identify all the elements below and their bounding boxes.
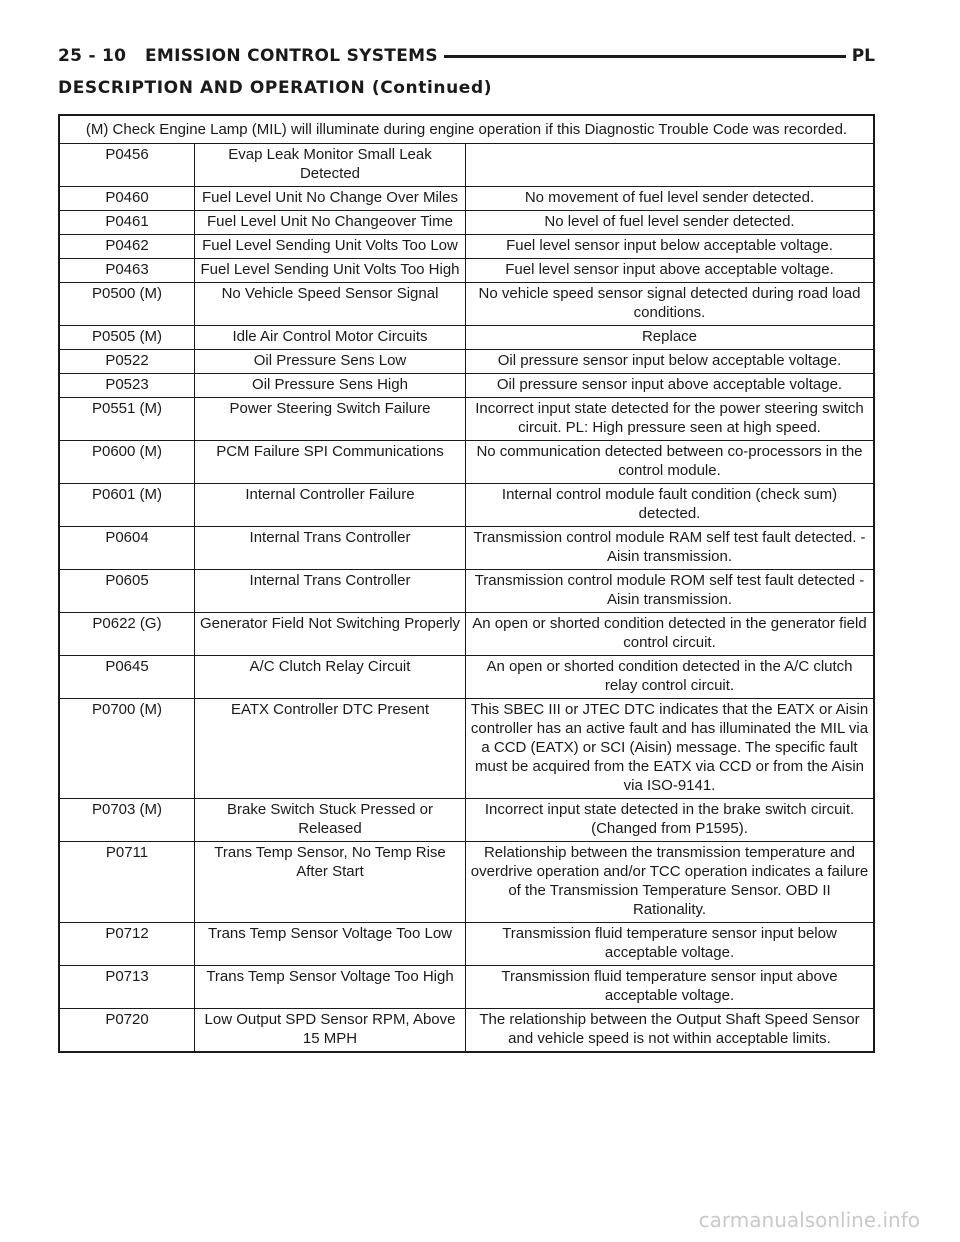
table-note-row (59, 115, 874, 144)
dtc-code: P0523 (59, 374, 195, 398)
table-row (59, 144, 874, 187)
dtc-code: P0462 (59, 235, 195, 259)
dtc-description: Incorrect input state detected in the brake switch circuit. (Changed from P1595). (466, 799, 875, 842)
dtc-code: P0600 (M) (59, 441, 195, 484)
dtc-name: Trans Temp Sensor, No Temp Rise After Start (195, 842, 466, 923)
dtc-code: P0711 (59, 842, 195, 923)
watermark: carmanualsonline.info (698, 1208, 920, 1232)
dtc-name: Power Steering Switch Failure (195, 398, 466, 441)
table-row (59, 570, 874, 613)
page-header (58, 44, 875, 72)
dtc-description: The relationship between the Output Shaft Speed Sensor and vehicle speed is not within acceptable limits. (466, 1009, 875, 1053)
dtc-name: Internal Trans Controller (195, 570, 466, 613)
dtc-description (466, 144, 875, 187)
table-row (59, 656, 874, 699)
dtc-name: Internal Trans Controller (195, 527, 466, 570)
dtc-code: P0461 (59, 211, 195, 235)
dtc-name: Oil Pressure Sens Low (195, 350, 466, 374)
dtc-code: P0551 (M) (59, 398, 195, 441)
table-row (59, 259, 874, 283)
dtc-description: An open or shorted condition detected in the generator field control circuit. (466, 613, 875, 656)
dtc-code: P0604 (59, 527, 195, 570)
table-row (59, 923, 874, 966)
dtc-description: Transmission fluid temperature sensor input above acceptable voltage. (466, 966, 875, 1009)
page-reference: 25 - 10 EMISSION CONTROL SYSTEMS (58, 46, 444, 66)
dtc-name: Low Output SPD Sensor RPM, Above 15 MPH (195, 1009, 466, 1053)
table-row (59, 842, 874, 923)
table-row (59, 613, 874, 656)
table-row (59, 699, 874, 799)
dtc-name: Fuel Level Sending Unit Volts Too High (195, 259, 466, 283)
dtc-description: An open or shorted condition detected in the A/C clutch relay control circuit. (466, 656, 875, 699)
table-note: (M) Check Engine Lamp (MIL) will illuminate during engine operation if this Diagnostic Trouble Code was recorded. (85, 121, 848, 138)
dtc-name: No Vehicle Speed Sensor Signal (195, 283, 466, 326)
dtc-code: P0700 (M) (59, 699, 195, 799)
section-title: DESCRIPTION AND OPERATION (Continued) (58, 78, 493, 98)
table-row (59, 211, 874, 235)
table-row (59, 398, 874, 441)
table-row (59, 484, 874, 527)
dtc-name: Internal Controller Failure (195, 484, 466, 527)
table-row (59, 187, 874, 211)
dtc-description: Fuel level sensor input above acceptable voltage. (466, 259, 875, 283)
dtc-description: Transmission control module RAM self test fault detected. -Aisin transmission. (466, 527, 875, 570)
dtc-name: EATX Controller DTC Present (195, 699, 466, 799)
dtc-name: A/C Clutch Relay Circuit (195, 656, 466, 699)
dtc-description: No vehicle speed sensor signal detected during road load conditions. (466, 283, 875, 326)
dtc-description: This SBEC III or JTEC DTC indicates that the EATX or Aisin controller has an active fault and has illuminated the MIL via a CCD (EATX) or SCI (Aisin) message. The specific fault must be acquired from the EATX via CCD or from the Aisin via ISO-9141. (466, 699, 875, 799)
dtc-description: No communication detected between co-processors in the control module. (466, 441, 875, 484)
dtc-description: Incorrect input state detected for the power steering switch circuit. PL: High pressure seen at high speed. (466, 398, 875, 441)
dtc-description: Oil pressure sensor input below acceptable voltage. (466, 350, 875, 374)
dtc-code: P0712 (59, 923, 195, 966)
table-row (59, 350, 874, 374)
dtc-code: P0460 (59, 187, 195, 211)
dtc-table (58, 114, 875, 1053)
table-row (59, 374, 874, 398)
table-row (59, 326, 874, 350)
dtc-name: Trans Temp Sensor Voltage Too Low (195, 923, 466, 966)
table-row (59, 1009, 874, 1053)
dtc-description: Relationship between the transmission temperature and overdrive operation and/or TCC operation indicates a failure of the Transmission Temperature Sensor. OBD II Rationality. (466, 842, 875, 923)
dtc-name: Oil Pressure Sens High (195, 374, 466, 398)
dtc-code: P0645 (59, 656, 195, 699)
dtc-code: P0456 (59, 144, 195, 187)
table-row (59, 441, 874, 484)
dtc-name: Fuel Level Sending Unit Volts Too Low (195, 235, 466, 259)
dtc-code: P0601 (M) (59, 484, 195, 527)
dtc-description: Internal control module fault condition (check sum) detected. (466, 484, 875, 527)
dtc-code: P0605 (59, 570, 195, 613)
dtc-code: P0622 (G) (59, 613, 195, 656)
dtc-code: P0703 (M) (59, 799, 195, 842)
model-code: PL (846, 46, 875, 66)
table-row (59, 283, 874, 326)
dtc-name: Evap Leak Monitor Small Leak Detected (195, 144, 466, 187)
dtc-description: Transmission control module ROM self test fault detected -Aisin transmission. (466, 570, 875, 613)
dtc-name: Fuel Level Unit No Changeover Time (195, 211, 466, 235)
dtc-description: Replace (466, 326, 875, 350)
dtc-name: Idle Air Control Motor Circuits (195, 326, 466, 350)
dtc-name: Fuel Level Unit No Change Over Miles (195, 187, 466, 211)
dtc-description: Transmission fluid temperature sensor input below acceptable voltage. (466, 923, 875, 966)
dtc-code: P0500 (M) (59, 283, 195, 326)
dtc-description: No movement of fuel level sender detected. (466, 187, 875, 211)
dtc-code: P0713 (59, 966, 195, 1009)
dtc-description: Fuel level sensor input below acceptable voltage. (466, 235, 875, 259)
dtc-description: Oil pressure sensor input above acceptable voltage. (466, 374, 875, 398)
dtc-description: No level of fuel level sender detected. (466, 211, 875, 235)
dtc-code: P0720 (59, 1009, 195, 1053)
table-row (59, 527, 874, 570)
dtc-code: P0463 (59, 259, 195, 283)
dtc-name: Brake Switch Stuck Pressed or Released (195, 799, 466, 842)
dtc-name: Trans Temp Sensor Voltage Too High (195, 966, 466, 1009)
dtc-name: PCM Failure SPI Communications (195, 441, 466, 484)
dtc-name: Generator Field Not Switching Properly (195, 613, 466, 656)
table-row (59, 799, 874, 842)
table-row (59, 966, 874, 1009)
table-row (59, 235, 874, 259)
dtc-code: P0505 (M) (59, 326, 195, 350)
dtc-code: P0522 (59, 350, 195, 374)
